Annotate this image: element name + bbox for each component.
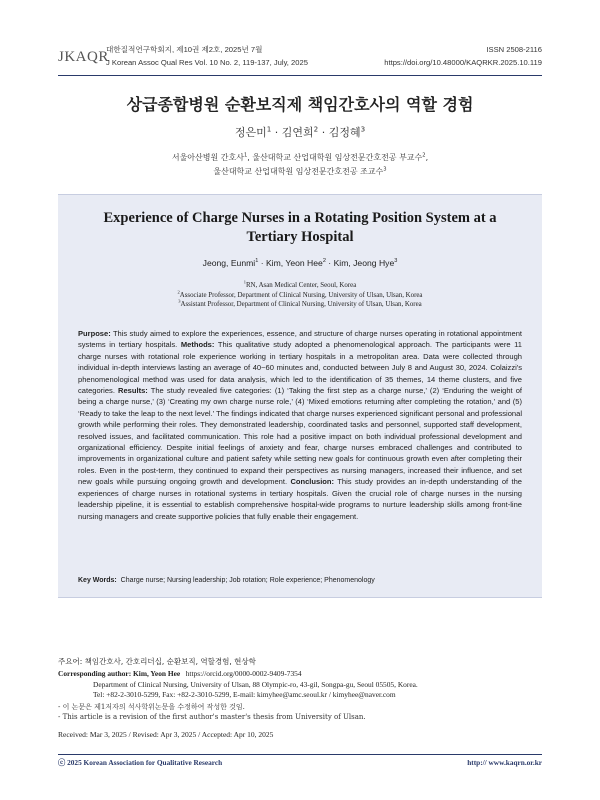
journal-logo: JKAQR <box>58 49 109 65</box>
affiliation-superscript: 2 <box>177 289 180 295</box>
english-authors <box>58 258 542 268</box>
footer-divider <box>58 754 542 755</box>
purpose-label: Purpose: <box>78 329 111 338</box>
korean-keywords <box>58 656 256 667</box>
english-affiliations <box>58 281 542 310</box>
korean-author-name: 김정혜 <box>328 126 361 139</box>
received-dates: Received: Mar 3, 2025 / Revised: Apr 3, 2025 / Accepted: Apr 10, 2025 <box>58 730 274 739</box>
issn: ISSN 2508-2116 <box>486 45 542 54</box>
corresponding-contact: Tel: +82-2-3010-5299, Fax: +82-2-3010-5299, E-mail: kimyhee@amc.seoul.kr / kimyhee@naver.com <box>93 690 396 700</box>
author-separator: · <box>271 126 282 139</box>
author-superscript: 1 <box>266 124 272 134</box>
author-superscript: 3 <box>360 124 366 134</box>
corresponding-author <box>58 669 418 701</box>
note-english: - This article is a revision of the first author's master's thesis from University of Ulsan. <box>58 712 366 721</box>
english-author-name: Jeong, Eunmi <box>202 258 256 268</box>
abstract-box <box>58 194 542 598</box>
author-superscript: 2 <box>322 258 326 265</box>
conclusion-label: Conclusion: <box>290 477 335 487</box>
affiliation-text: , <box>425 153 429 162</box>
korean-affiliations <box>0 151 600 179</box>
korean-title: 상급종합병원 순환보직제 책임간호사의 역할 경험 <box>126 95 474 114</box>
korean-keywords-text: 책임간호사, 간호리더십, 순환보직, 역할경험, 현상학 <box>84 657 256 666</box>
english-title: Experience of Charge Nurses in a Rotating Position System at a Tertiary Hospital <box>103 210 497 245</box>
korean-author-name: 정은미 <box>234 126 267 139</box>
affiliation-superscript: 1 <box>243 279 246 285</box>
affiliation-superscript: 3 <box>178 298 181 304</box>
note-korean: - 이 논문은 제1저자의 석사학위논문을 수정하여 작성한 것임. <box>58 703 245 711</box>
english-author-name: Kim, Jeong Hye <box>333 258 395 268</box>
corresponding-author-line <box>58 669 418 680</box>
author-separator: · <box>318 126 329 139</box>
author-superscript: 1 <box>255 258 259 265</box>
journal-citation-korean: 대한질적연구학회지, 제10권 제2호, 2025년 7월 <box>106 45 263 54</box>
author-superscript: 3 <box>394 258 398 265</box>
english-affiliation-line <box>58 300 542 310</box>
journal-citation-english: J Korean Assoc Qual Res Vol. 10 No. 2, 119-137, July, 2025 <box>106 57 308 67</box>
english-affiliation-line <box>58 291 542 301</box>
journal-identifiers <box>384 44 542 69</box>
corresponding-name: Kim, Yeon Hee <box>133 669 181 678</box>
affiliation-text: 울산대학교 산업대학원 임상전문간호전공 조교수 <box>213 167 384 176</box>
author-superscript: 2 <box>313 124 319 134</box>
abstract-text <box>78 328 522 522</box>
journal-header <box>58 44 542 74</box>
corresponding-label: Corresponding author: <box>58 669 132 678</box>
affiliation-text: 서울아산병원 간호사 <box>171 153 244 162</box>
keywords-label: Key Words: <box>78 577 117 584</box>
corresponding-address: Department of Clinical Nursing, University of Ulsan, 88 Olympic-ro, 43-gil, Songpa-gu, Seoul 05505, Korea. <box>93 679 418 689</box>
methods-text: This qualitative study adopted a phenomenological approach. The participants were 11 charge nurses with rotational role experience working in tertiary hospitals in a metropolitan area. Data were collected through individual in-depth interviews lasting an average of 40~60 minutes and, conducted between July 8 and August 30, 2024. Colaizzi's phenomenological method was used for data analysis, which led to the identification of 35 themes, 14 theme clusters, and five categories. <box>78 340 522 396</box>
affiliation-text: , 울산대학교 산업대학원 임상전문간호전공 부교수 <box>247 153 423 162</box>
conclusion-text: This study provides an in-depth understanding of the experiences of charge nurses in rotational systems in tertiary hospitals. Given the crucial role of charge nurses in the nursing leadership pipeline, it is essential to establish comprehensive hospital-wide programs to nurture leadership skills among front-line nursing managers and create supportive policies that fully enable their engagement. <box>78 477 522 521</box>
article-notes <box>58 703 366 722</box>
affiliation-text: Associate Professor, Department of Clinical Nursing, University of Ulsan, Ulsan, Korea <box>179 291 423 299</box>
korean-author-name: 김연희 <box>281 126 314 139</box>
affiliation-superscript: 3 <box>383 166 387 173</box>
english-keywords <box>78 577 522 584</box>
purpose-text: This study aimed to explore the experiences, essence, and structure of charge nurses operating in rotational appointment systems in tertiary hospitals. <box>78 329 522 350</box>
korean-affiliation-line <box>0 151 600 165</box>
keywords-text: Charge nurse; Nursing leadership; Job rotation; Role experience; Phenomenology <box>120 577 375 584</box>
header-divider <box>58 75 542 76</box>
copyright: ⓒ 2025 Korean Association for Qualitative Research <box>58 758 223 767</box>
orcid-link[interactable]: https://orcid.org/0000-0002-9409-7354 <box>185 669 302 678</box>
affiliation-superscript: 2 <box>422 152 426 159</box>
affiliation-text: RN, Asan Medical Center, Seoul, Korea <box>245 282 357 289</box>
author-separator: · <box>325 258 334 268</box>
affiliation-text: Assistant Professor, Department of Clinical Nursing, University of Ulsan, Ulsan, Korea <box>180 301 422 309</box>
methods-label: Methods: <box>180 340 215 350</box>
website-link[interactable]: http:// www.kaqrn.or.kr <box>467 758 542 767</box>
affiliation-superscript: 1 <box>243 152 248 159</box>
korean-keywords-label: 주요어: <box>58 657 83 666</box>
doi-link[interactable]: https://doi.org/10.48000/KAQRKR.2025.10.119 <box>384 57 542 67</box>
author-separator: · <box>258 258 266 268</box>
results-text: The study revealed five categories: (1) ‘Taking the first step as a charge nurse,’ (2) ‘Enduring the weight of being a charge nurse,’ (3) ‘Creating my own charge nurse role,’ (4) ‘Mixed emotions returning after completing the rotation,’ and (5) ‘Ready to take the leap to the next level.’ The findings indicated that charge nurses experienced significant personal and professional growth while performing their roles. They demonstrated leadership, coordinated tasks and personnel, supported staff development, resolved issues, and facilitated communication. This role had a positive impact on both individual professional development and organizational efficiency. Despite initial feelings of anxiety and fear, charge nurses embraced challenges and contributed to improvements in organizational culture and patient safety while setting new goals for continuous growth even after completing their roles. Even in the post-term, they continued to expand their perspectives as nursing managers, increased their influence, and set new goals while pursuing ongoing growth and development. <box>78 386 523 487</box>
results-label: Results: <box>118 386 148 396</box>
english-affiliation-line <box>58 281 542 291</box>
english-author-name: Kim, Yeon Hee <box>265 258 323 268</box>
journal-citation <box>106 44 308 69</box>
korean-authors <box>0 124 600 140</box>
korean-affiliation-line <box>0 165 600 179</box>
